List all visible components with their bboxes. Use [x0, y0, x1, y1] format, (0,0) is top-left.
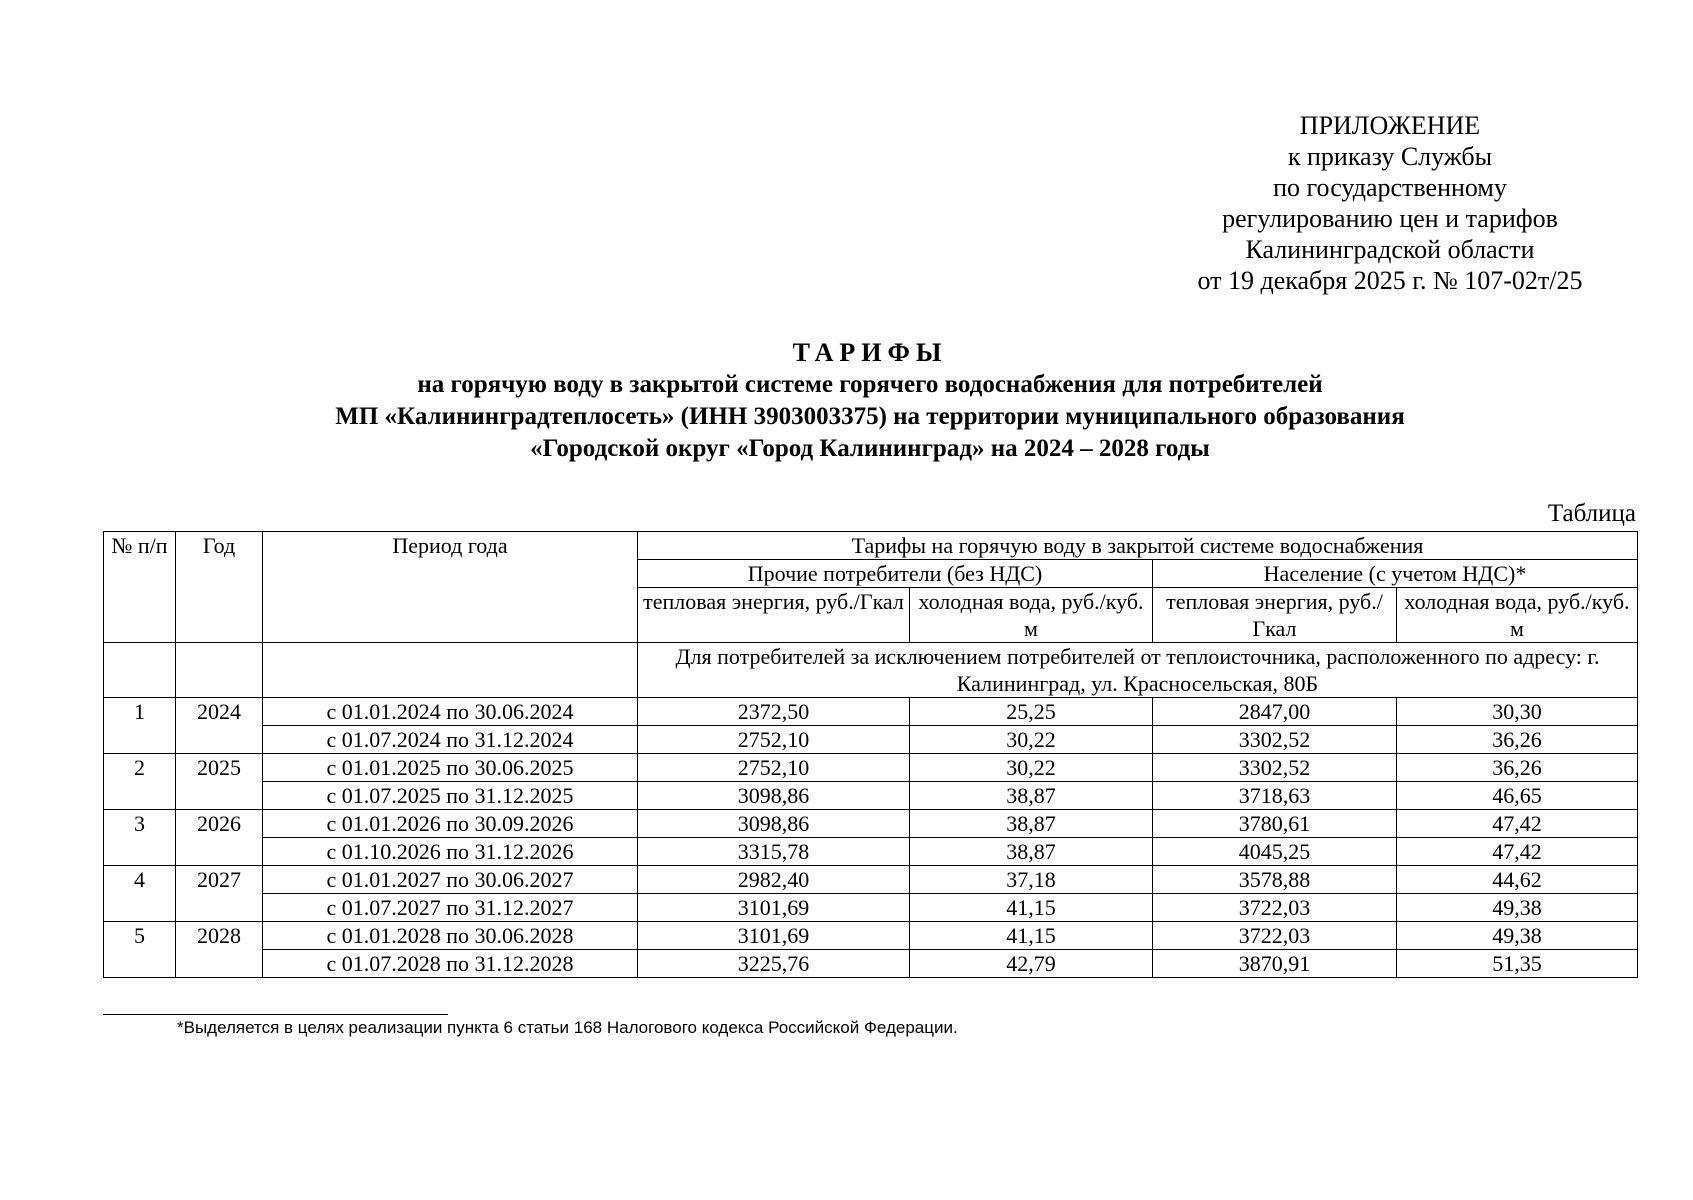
heat-population-value: 3302,52 [1153, 726, 1397, 754]
cold-other-value: 30,22 [910, 726, 1153, 754]
row-period: с 01.01.2028 по 30.06.2028 [263, 922, 638, 950]
row-period: с 01.01.2025 по 30.06.2025 [263, 754, 638, 782]
heat-other-value: 3315,78 [638, 838, 910, 866]
footnote-divider [103, 1014, 448, 1015]
appendix-line: от 19 декабря 2025 г. № 107-02т/25 [1197, 266, 1583, 295]
header-year: Год [176, 532, 263, 643]
tariffs-table [103, 531, 1638, 978]
table-row [104, 698, 1638, 726]
row-year: 2026 [176, 810, 263, 866]
row-period: с 01.07.2024 по 31.12.2024 [263, 726, 638, 754]
table-row [104, 838, 1638, 866]
cold-other-value: 30,22 [910, 754, 1153, 782]
header-cold-other: холодная вода, руб./куб. м [910, 588, 1153, 643]
header-cold-population: холодная вода, руб./куб. м [1397, 588, 1638, 643]
header-tariffs: Тарифы на горячую воду в закрытой системе водоснабжения [638, 532, 1638, 560]
table-row [104, 810, 1638, 838]
row-num: 3 [104, 810, 176, 866]
header-heat-other: тепловая энергия, руб./Гкал [638, 588, 910, 643]
heat-other-value: 3101,69 [638, 894, 910, 922]
row-num: 1 [104, 698, 176, 754]
row-period: с 01.07.2027 по 31.12.2027 [263, 894, 638, 922]
cold-population-value: 30,30 [1397, 698, 1638, 726]
row-num: 2 [104, 754, 176, 810]
heat-other-value: 2752,10 [638, 754, 910, 782]
table-label: Таблица [1547, 500, 1636, 527]
cold-population-value: 44,62 [1397, 866, 1638, 894]
header-population: Население (с учетом НДС)* [1153, 560, 1638, 588]
appendix-line: к приказу Службы [1287, 142, 1493, 171]
row-period: с 01.01.2026 по 30.09.2026 [263, 810, 638, 838]
table-row [104, 950, 1638, 978]
row-period: с 01.07.2025 по 31.12.2025 [263, 782, 638, 810]
appendix-line: ПРИЛОЖЕНИЕ [1299, 111, 1481, 140]
table-row [104, 922, 1638, 950]
table-row [104, 894, 1638, 922]
cold-population-value: 49,38 [1397, 922, 1638, 950]
appendix-block [1160, 110, 1620, 296]
appendix-line: по государственному [1273, 173, 1507, 202]
row-year: 2027 [176, 866, 263, 922]
row-year: 2024 [176, 698, 263, 754]
heat-population-value: 4045,25 [1153, 838, 1397, 866]
table-row [104, 726, 1638, 754]
heat-population-value: 3780,61 [1153, 810, 1397, 838]
cold-population-value: 49,38 [1397, 894, 1638, 922]
row-period: с 01.01.2024 по 30.06.2024 [263, 698, 638, 726]
heat-population-value: 2847,00 [1153, 698, 1397, 726]
row-num: 5 [104, 922, 176, 978]
heat-other-value: 2372,50 [638, 698, 910, 726]
header-heat-population: тепловая энергия, руб./Гкал [1153, 588, 1397, 643]
title-line: МП «Калининградтеплосеть» (ИНН 3903003375) на территории муниципального образования [335, 403, 1405, 430]
cold-other-value: 41,15 [910, 922, 1153, 950]
empty-cell [176, 643, 263, 698]
row-period: с 01.01.2027 по 30.06.2027 [263, 866, 638, 894]
title-main: ТАРИФЫ [792, 338, 948, 367]
heat-other-value: 3098,86 [638, 810, 910, 838]
heat-other-value: 3101,69 [638, 922, 910, 950]
heat-population-value: 3870,91 [1153, 950, 1397, 978]
table-row [104, 782, 1638, 810]
heat-population-value: 3718,63 [1153, 782, 1397, 810]
footnote: *Выделяется в целях реализации пункта 6 статьи 168 Налогового кодекса Российской Федерации. [177, 1018, 958, 1037]
header-period: Период года [263, 532, 638, 643]
heat-population-value: 3578,88 [1153, 866, 1397, 894]
cold-other-value: 25,25 [910, 698, 1153, 726]
cold-population-value: 36,26 [1397, 726, 1638, 754]
appendix-line: Калининградской области [1245, 235, 1535, 264]
cold-population-value: 47,42 [1397, 838, 1638, 866]
title-line: «Городской округ «Город Калининград» на 2024 – 2028 годы [530, 435, 1210, 462]
heat-population-value: 3722,03 [1153, 922, 1397, 950]
cold-population-value: 36,26 [1397, 754, 1638, 782]
heat-other-value: 2982,40 [638, 866, 910, 894]
appendix-line: регулированию цен и тарифов [1222, 204, 1558, 233]
row-year: 2025 [176, 754, 263, 810]
cold-other-value: 38,87 [910, 810, 1153, 838]
cold-population-value: 46,65 [1397, 782, 1638, 810]
heat-other-value: 3225,76 [638, 950, 910, 978]
cold-population-value: 51,35 [1397, 950, 1638, 978]
title-line: на горячую воду в закрытой системе горячего водоснабжения для потребителей [417, 371, 1323, 398]
cold-other-value: 41,15 [910, 894, 1153, 922]
cold-other-value: 37,18 [910, 866, 1153, 894]
cold-population-value: 47,42 [1397, 810, 1638, 838]
heat-other-value: 3098,86 [638, 782, 910, 810]
cold-other-value: 42,79 [910, 950, 1153, 978]
cold-other-value: 38,87 [910, 838, 1153, 866]
heat-population-value: 3302,52 [1153, 754, 1397, 782]
header-other-consumers: Прочие потребители (без НДС) [638, 560, 1153, 588]
document-title [100, 337, 1640, 465]
heat-population-value: 3722,03 [1153, 894, 1397, 922]
table-row [104, 754, 1638, 782]
row-period: с 01.07.2028 по 31.12.2028 [263, 950, 638, 978]
row-year: 2028 [176, 922, 263, 978]
section-note: Для потребителей за исключением потребителей от теплоисточника, расположенного по адресу: г. Калининград, ул. Красносельская, 80Б [638, 643, 1638, 698]
header-num: № п/п [104, 532, 176, 643]
empty-cell [104, 643, 176, 698]
row-num: 4 [104, 866, 176, 922]
table-row [104, 866, 1638, 894]
cold-other-value: 38,87 [910, 782, 1153, 810]
empty-cell [263, 643, 638, 698]
heat-other-value: 2752,10 [638, 726, 910, 754]
row-period: с 01.10.2026 по 31.12.2026 [263, 838, 638, 866]
